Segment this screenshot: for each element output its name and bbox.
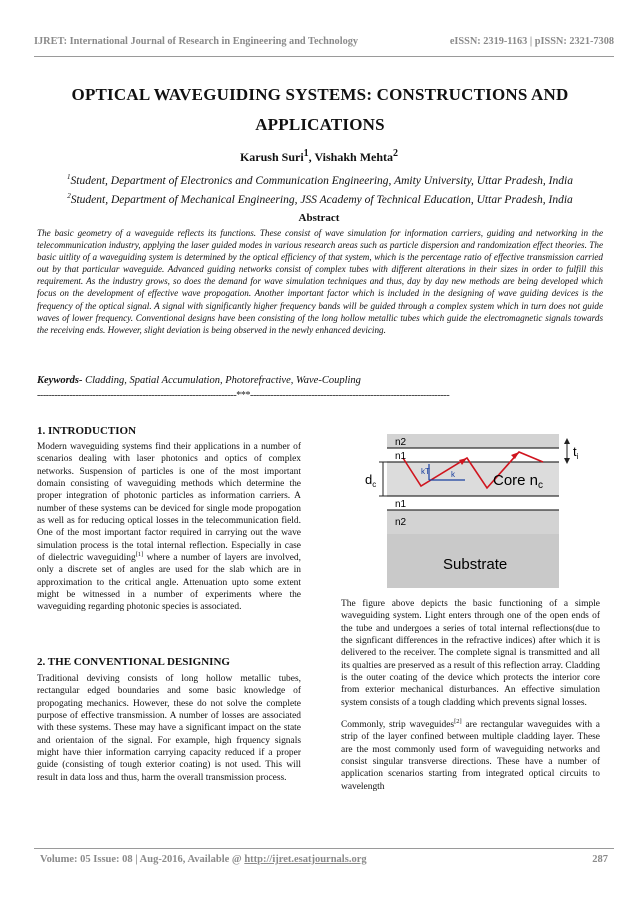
keywords-text: Cladding, Spatial Accumulation, Photorefractive, Wave-Coupling <box>82 375 361 386</box>
intro-paragraph <box>37 441 301 614</box>
t-label: $t_i$ <box>573 444 579 461</box>
author-1: Karush Suri <box>239 150 304 164</box>
page-number: 287 <box>592 854 608 865</box>
n1-bottom-label: n1 <box>395 499 407 510</box>
abstract-heading: Abstract <box>298 212 340 224</box>
intro-heading: 1. INTRODUCTION <box>37 425 137 437</box>
n2-top-layer <box>387 434 559 448</box>
affil-2-sup: 2 <box>67 191 71 200</box>
affiliation-2: Student, Department of Mechanical Engineering, JSS Academy of Technical Education, Uttar Pradesh, India <box>70 193 573 206</box>
strip-text-a: Commonly, strip waveguides <box>341 720 455 731</box>
strip-waveguide-paragraph <box>341 719 600 793</box>
paper-title <box>40 80 600 140</box>
author-2-sup: 2 <box>393 148 399 159</box>
kt-label: kT <box>421 467 430 476</box>
dc-label: $d_c$ <box>365 472 377 489</box>
intro-text-b: where a number of layers are involved, only a discrete set of angles are used for the slab which are in approximation to the critical angle. Attenuation upto some extent might be witnessed in a number of experiments where the waveguiding regarding photonic species is associated. <box>37 553 302 613</box>
affiliations <box>30 170 610 208</box>
keywords <box>37 375 603 386</box>
k-label: k <box>451 470 455 479</box>
substrate-label: Substrate <box>443 556 508 573</box>
intro-text-a: Modern waveguiding systems find their applications in a number of scenarios dealing with laser photonics and optics of complex networks. Suspension of particles is one of the most important domain consisting of waveguiding methods which determine the proper integration of photonic particles as information carriers. A number of these systems can be deviced for single mode propogation as well as for reducing optical losses in the telecommunication field. One of the most important factor required in carrying out the wave simulation process is the total internal reflection. Especially in case of dielectric waveguiding <box>37 442 301 564</box>
footer-rule <box>34 848 614 849</box>
title-line-1: OPTICAL WAVEGUIDING SYSTEMS: CONSTRUCTIONS AND <box>71 85 569 104</box>
abstract-text: The basic geometry of a waveguide reflects its functions. These consist of wave simulation for information carriers, guiding and networking in the telecommunication industry, applying the laser guided modes in various research areas such as particle dispersion and randomization effect theories. The basic uitlity of a waveguiding system is determined by the optical efficiency of that system, which is the percentage ratio of effective transmission carried out by that particular waveguide. Advanced guiding networks consist of complex tubes with different alterations in their sizes in order to fulfill this requirement. As the industry grows, so does the demand for wave simulation techniques and thus, day by day new methods are being developed which focus on the development of effective wave propogation. Another important factor which is included in the designing of wave guiding devices is the frequency of the optical signal. A signal with significantly higher frequency bands will be guided through a complex system which in turn does not guide waves of lower frequency. Conventional designs have been consisting of the long hollow metallic tubes which guide the electromagnetic signals towards the receiving ends. However, slight deviation is being observed in the newly enhanced devicing. <box>37 228 603 335</box>
strip-text-b: are rectangular waveguides with a strip of the layer confined between multiple cladding layer. These are the most commonly used form of waveguiding networks and consist singular transverse directions. These have a number of application scenarios starting from integrated optical circuits to wavelength <box>341 720 600 792</box>
affiliation-1: Student, Department of Electronics and Communication Engineering, Amity University, Uttar Pradesh, India <box>70 174 573 187</box>
n2-bottom-label: n2 <box>395 517 407 528</box>
right-column-body <box>341 598 600 803</box>
volume-text: Volume: 05 Issue: 08 | Aug-2016, Available @ <box>40 854 245 865</box>
author-separator: , <box>308 150 315 164</box>
keywords-label: Keywords- <box>37 375 83 386</box>
volume-info <box>40 854 367 865</box>
journal-link[interactable]: http://ijret.esatjournals.org <box>244 854 367 865</box>
intro-body <box>37 441 301 624</box>
header-rule <box>34 56 614 57</box>
n2-top-label: n2 <box>395 437 407 448</box>
n2-bottom-layer <box>387 510 559 534</box>
n1-top-label: n1 <box>395 451 407 462</box>
n1-bottom-layer <box>387 496 559 510</box>
affil-1-sup: 1 <box>67 173 71 181</box>
core-label: Core $n_c$ <box>493 472 544 491</box>
figure-description-paragraph: The figure above depicts the basic functioning of a simple waveguiding system. Light enters through one of the open ends of the tube and undergoes a series of total internal reflections(due to the signficant differences in the refractive indices) after which it is delivered to the receiver. The complete signal is transmitted and all its qualties are preserved as a result of this reflection array. Cladding is the outer coating of the device which protects the interior core from exterior mechanical disturbances. An effective simulation system consists of a tough cladding which prevents signal losses. <box>341 599 600 708</box>
n1-top-layer <box>387 448 559 462</box>
section-separator: --------------------------------------------------------------------***-------------------------------------------------------------------- <box>37 390 450 401</box>
ref-2: [2] <box>454 717 462 725</box>
title-line-2: APPLICATIONS <box>255 115 385 134</box>
page-footer <box>40 854 608 870</box>
conventional-heading: 2. THE CONVENTIONAL DESIGNING <box>37 656 230 668</box>
page-header <box>34 36 614 52</box>
conventional-paragraph: Traditional deviving consists of long hollow metallic tubes, rectangular edged boundaries and some basic knowledge of propogating mechanics. However, these do not solve the complete purpose of effective transmission. A number of losses are associated with these systems. These may have a significant impact on the state and orientaion of the signal. For example, high frquency signals might have thier information carrying capacity reduced if a proper guide (consisting of tough exterior coating) is not used. This will result in data loss and thus, harm the overall transmission process. <box>37 674 301 783</box>
conventional-body <box>37 673 301 794</box>
author-1-sup: 1 <box>303 148 309 159</box>
waveguide-figure <box>343 428 605 588</box>
journal-name: IJRET: International Journal of Research in Engineering and Technology <box>34 36 359 47</box>
authors <box>0 148 638 165</box>
issn: eISSN: 2319-1163 | pISSN: 2321-7308 <box>449 36 614 47</box>
author-2: Vishakh Mehta <box>314 150 394 164</box>
ref-1: [1] <box>135 550 144 558</box>
